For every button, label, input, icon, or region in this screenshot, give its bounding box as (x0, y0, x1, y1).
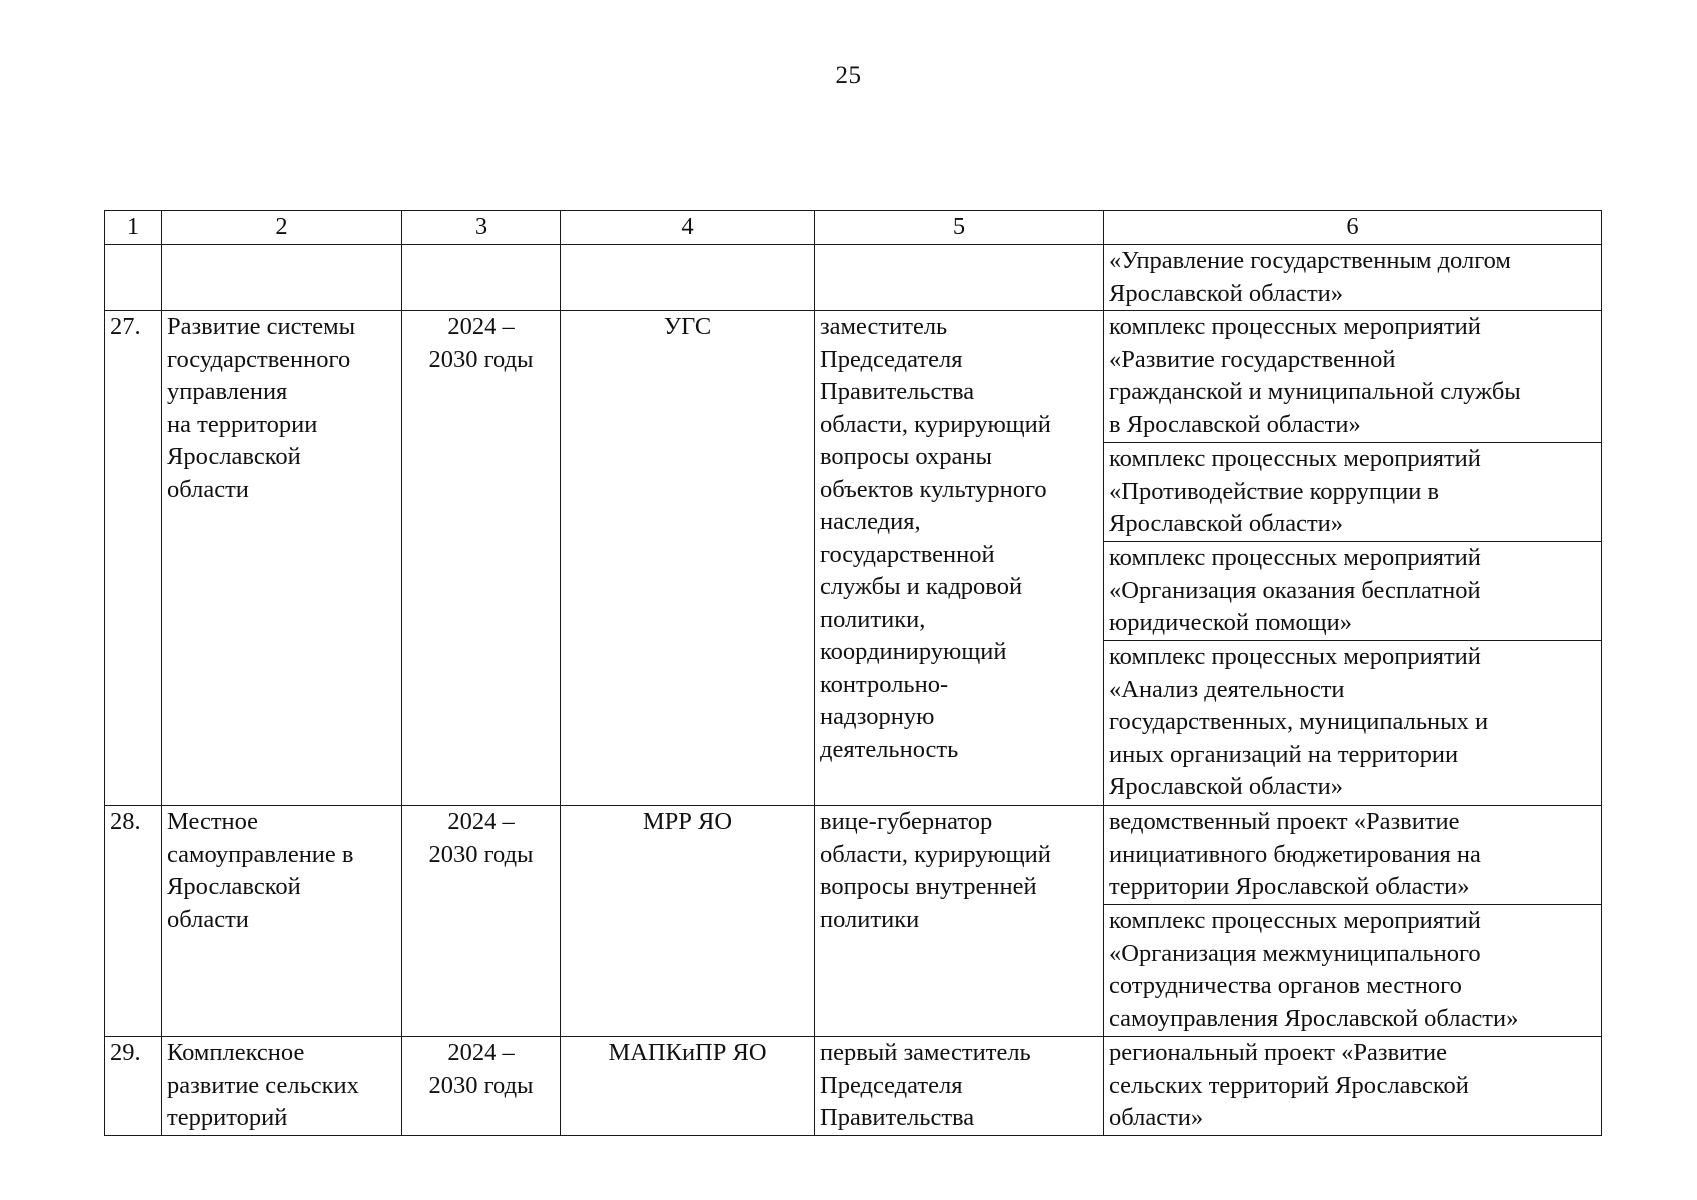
row-number: 29. (105, 1037, 162, 1136)
table-row (105, 311, 1602, 443)
program-curator: вице-губернатор области, курирующий вопросы внутренней политики (815, 806, 1104, 1037)
table-row-continuation (105, 245, 1602, 311)
program-curator: первый заместитель Председателя Правительства (815, 1037, 1104, 1136)
program-name: Комплексное развитие сельских территорий (162, 1037, 402, 1136)
project-cell: комплекс процессных мероприятий «Организация межмуниципального сотрудничества органов местного самоуправления Ярославской области» (1104, 905, 1602, 1037)
project-cell: комплекс процессных мероприятий «Организация оказания бесплатной юридической помощи» (1104, 542, 1602, 641)
project-cell: комплекс процессных мероприятий «Анализ деятельности государственных, муниципальных и иных организаций на территории Ярославской области» (1104, 641, 1602, 806)
empty-cell (162, 245, 402, 311)
empty-cell (561, 245, 815, 311)
empty-cell (815, 245, 1104, 311)
program-table (104, 210, 1602, 1136)
column-header: 4 (561, 211, 815, 245)
program-period: 2024 – 2030 годы (402, 1037, 561, 1136)
program-period: 2024 – 2030 годы (402, 806, 561, 1037)
program-curator: заместитель Председателя Правительства области, курирующий вопросы охраны объектов культурного наследия, государственной службы и кадровой политики, координирующий контрольно- надзорную деятельность (815, 311, 1104, 806)
program-executor: МРР ЯО (561, 806, 815, 1037)
empty-cell (402, 245, 561, 311)
program-period: 2024 – 2030 годы (402, 311, 561, 806)
program-name: Развитие системы государственного управления на территории Ярославской области (162, 311, 402, 806)
row-number: 27. (105, 311, 162, 806)
empty-cell (105, 245, 162, 311)
project-cell: ведомственный проект «Развитие инициативного бюджетирования на территории Ярославской области» (1104, 806, 1602, 905)
project-cell: комплекс процессных мероприятий «Противодействие коррупции в Ярославской области» (1104, 443, 1602, 542)
table-header-row (105, 211, 1602, 245)
project-cell: региональный проект «Развитие сельских территорий Ярославской области» (1104, 1037, 1602, 1136)
project-cell: «Управление государственным долгом Ярославской области» (1104, 245, 1602, 311)
program-executor: УГС (561, 311, 815, 806)
page-number: 25 (835, 62, 862, 89)
project-cell: комплекс процессных мероприятий «Развитие государственной гражданской и муниципальной службы в Ярославской области» (1104, 311, 1602, 443)
column-header: 2 (162, 211, 402, 245)
column-header: 3 (402, 211, 561, 245)
column-header: 1 (105, 211, 162, 245)
table-row (105, 1037, 1602, 1136)
row-number: 28. (105, 806, 162, 1037)
table-row (105, 806, 1602, 905)
column-header: 5 (815, 211, 1104, 245)
program-executor: МАПКиПР ЯО (561, 1037, 815, 1136)
column-header: 6 (1104, 211, 1602, 245)
program-name: Местное самоуправление в Ярославской области (162, 806, 402, 1037)
